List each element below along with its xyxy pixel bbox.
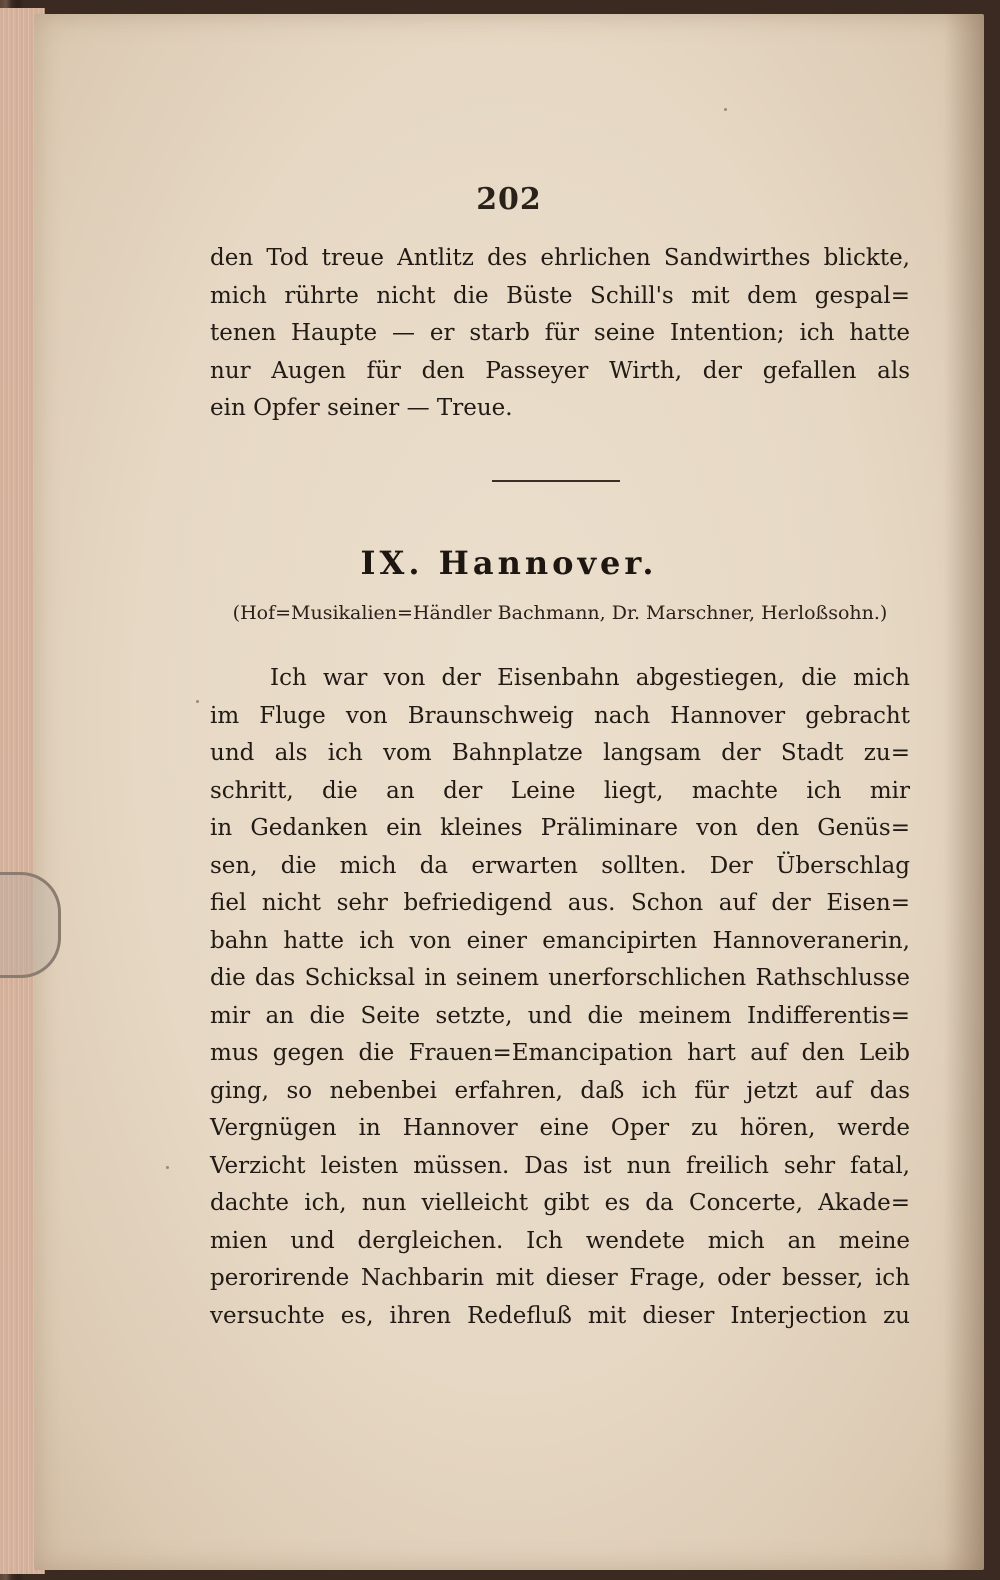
page-clip — [0, 872, 61, 978]
book-page — [34, 14, 984, 1570]
section-divider — [492, 480, 620, 482]
text-line: perorirende Nachbarin mit dieser Frage, oder besser, ich — [210, 1265, 910, 1291]
chapter-title: IX. Hannover. — [360, 544, 658, 582]
text-line: ging, so nebenbei erfahren, daß ich für jetzt auf das — [210, 1077, 910, 1104]
paper-speck — [166, 1166, 169, 1169]
text-line: den Tod treue Antlitz des ehrlichen Sandwirthes blickte, — [210, 245, 910, 271]
text-line: tenen Haupte — er starb für seine Intention; ich hatte — [210, 320, 910, 346]
text-line: mien und dergleichen. Ich wendete mich an meine — [210, 1227, 910, 1254]
text-line: die das Schicksal in seinem unerforschlichen Rathschlusse — [210, 965, 910, 991]
text-line: Vergnügen in Hannover eine Oper zu hören, werde — [210, 1115, 910, 1141]
body-paragraph — [210, 660, 910, 1335]
text-line: Ich war von der Eisenbahn abgestiegen, die mich — [270, 665, 910, 691]
paper-speck — [724, 108, 727, 111]
text-line: nur Augen für den Passeyer Wirth, der gefallen als — [210, 357, 910, 384]
text-line: bahn hatte ich von einer emancipirten Hannoveranerin, — [210, 927, 910, 954]
text-line: mus gegen die Frauen=Emancipation hart auf den Leib — [210, 1040, 910, 1066]
text-line: sen, die mich da erwarten sollten. Der Überschlag — [210, 852, 910, 879]
text-line: im Fluge von Braunschweig nach Hannover gebracht — [210, 702, 910, 729]
paper-speck — [196, 700, 199, 703]
text-line: und als ich vom Bahnplatze langsam der Stadt zu= — [210, 740, 910, 766]
text-line: mich rührte nicht die Büste Schill's mit dem gespal= — [210, 282, 910, 309]
text-line: mir an die Seite setzte, und die meinem Indifferentis= — [210, 1002, 910, 1029]
text-line: fiel nicht sehr befriedigend aus. Schon auf der Eisen= — [210, 890, 910, 916]
text-line: Verzicht leisten müssen. Das ist nun freilich sehr fatal, — [210, 1152, 910, 1179]
text-line: dachte ich, nun vielleicht gibt es da Concerte, Akade= — [210, 1190, 910, 1216]
text-line: schritt, die an der Leine liegt, machte ich mir — [210, 777, 910, 804]
page-number: 202 — [476, 182, 542, 217]
text-line: ein Opfer seiner — Treue. — [210, 395, 513, 421]
top-paragraph — [210, 240, 910, 428]
text-line: versuchte es, ihren Redefluß mit dieser Interjection zu — [210, 1302, 910, 1329]
chapter-subtitle: (Hof=Musikalien=Händler Bachmann, Dr. Marschner, Herloßsohn.) — [232, 602, 888, 624]
spine-shadow — [944, 14, 984, 1570]
text-line: in Gedanken ein kleines Präliminare von den Genüs= — [210, 815, 910, 841]
